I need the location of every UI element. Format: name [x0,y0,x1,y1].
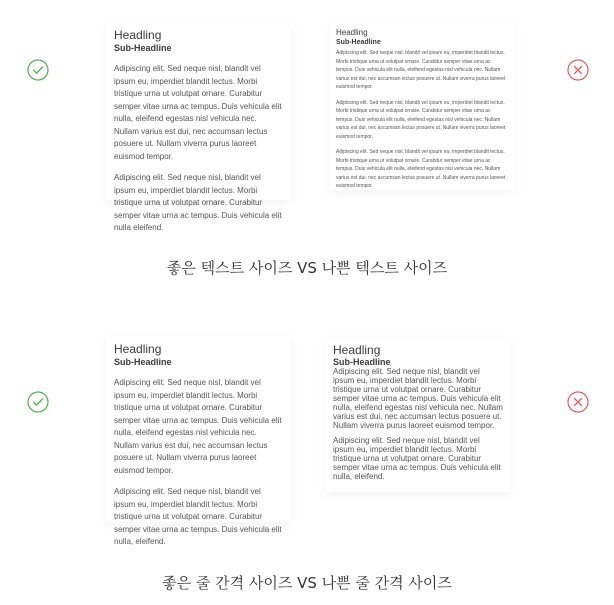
good-line-spacing-card [106,336,291,546]
good-check-icon-2 [27,391,49,413]
bad-line-spacing-card [326,338,510,492]
caption-line-spacing: 좋은 줄 간격 사이즈 VS 나쁜 줄 간격 사이즈 [162,574,452,592]
good-text-size-card [106,22,291,232]
good-check-icon-1 [27,59,49,81]
card-heading: Headling [333,343,381,357]
card-heading: Headling [114,28,162,42]
card-heading: Headling [114,342,162,356]
card-paragraph: Adipiscing elit. Sed neque nisl, blandit vel ipsum eu, imperdiet blandit lectus. Morbi tristique urna ut volutpat ornare. Curabitur semper vitae urna ac tempus. Duis vehicula elit nulla eleifend. [114,173,282,232]
card-subheading: Sub-Headline [336,39,381,46]
card-subheading: Sub-Headline [114,43,172,53]
card-heading: Headling [336,28,368,37]
card-subheading: Sub-Headline [333,357,391,367]
bad-x-icon-1 [567,59,589,81]
card-paragraph: Adipiscing elit. Sed neque nisl, blandit vel ipsum eu, imperdiet blandit lectus. Morbi tristique urna ut volutpat ornare. Curabitur semper vitae urna ac tempus. Duis vehicula elit nulla, eleifend egestas nisl vehicula nec. Nullam varius est dui, nec accumsan lectus posuere ut. Nullam viverra purus laoreet euismod tempor. [336,149,506,189]
card-paragraph: Adipiscing elit. Sed neque nisl, blandit vel ipsum eu, imperdiet blandit lectus. Morbi tristique urna ut volutpat ornare. Curabitur semper vitae urna ac tempus. Duis vehicula elit nulla, eleifend egestas nisl vehicula nec. Nullam varius est dui, nec accumsan lectus posuere ut. Nullam viverra purus laoreet euismod tempor. [114,378,282,475]
card-paragraph: Adipiscing elit. Sed neque nisl, blandit vel ipsum eu, imperdiet blandit lectus. Morbi tristique urna ut volutpat ornare. Curabitur semper vitae urna ac tempus. Duis vehicula elit nulla, eleifend. [114,487,282,546]
card-paragraph: Adipiscing elit. Sed neque nisl, blandit vel ipsum eu, imperdiet blandit lectus. Morbi tristique urna ut volutpat ornare. Curabitur semper vitae urna ac tempus. Duis vehicula elit nulla, eleifend egestas nisl vehicula nec. Nullam varius est dui, nec accumsan lectus posuere ut. Nullam viverra purus laoreet euismod tempor. [336,99,506,140]
card-paragraph: Adipiscing elit. Sed neque nisl, blandit vel ipsum eu, imperdiet blandit lectus. Morbi tristique urna ut volutpat ornare. Curabitur semper vitae urna ac tempus. Duis vehicula elit nulla, eleifend egestas nisl vehicula nec. Nullam varius est dui, nec accumsan lectus posuere ut. Nullam viverra purus laoreet euismod tempor. [336,50,506,90]
caption-text-size: 좋은 텍스트 사이즈 VS 나쁜 텍스트 사이즈 [166,259,448,277]
card-paragraph: Adipiscing elit. Sed neque nisl, blandit vel ipsum eu, imperdiet blandit lectus. Morbi tristique urna ut volutpat ornare. Curabitur semper vitae urna ac tempus. Duis vehicula elit nulla, eleifend egestas nisl vehicula nec. Nullam varius est dui, nec accumsan lectus posuere ut. Nullam viverra purus laoreet euismod tempor. [333,367,503,430]
bad-x-icon-2 [567,391,589,413]
card-subheading: Sub-Headline [114,357,172,367]
card-paragraph: Adipiscing elit. Sed neque nisl, blandit vel ipsum eu, imperdiet blandit lectus. Morbi tristique urna ut volutpat ornare. Curabitur semper vitae urna ac tempus. Duis vehicula elit nulla, eleifend egestas nisl vehicula nec. Nullam varius est dui, nec accumsan lectus posuere ut. Nullam viverra purus laoreet euismod tempor. [114,64,282,161]
card-paragraph: Adipiscing elit. Sed neque nisl, blandit vel ipsum eu, imperdiet blandit lectus. Morbi tristique urna ut volutpat ornare. Curabitur semper vitae urna ac tempus. Duis vehicula elit nulla, eleifend. [333,436,501,481]
bad-text-size-card [330,22,514,190]
